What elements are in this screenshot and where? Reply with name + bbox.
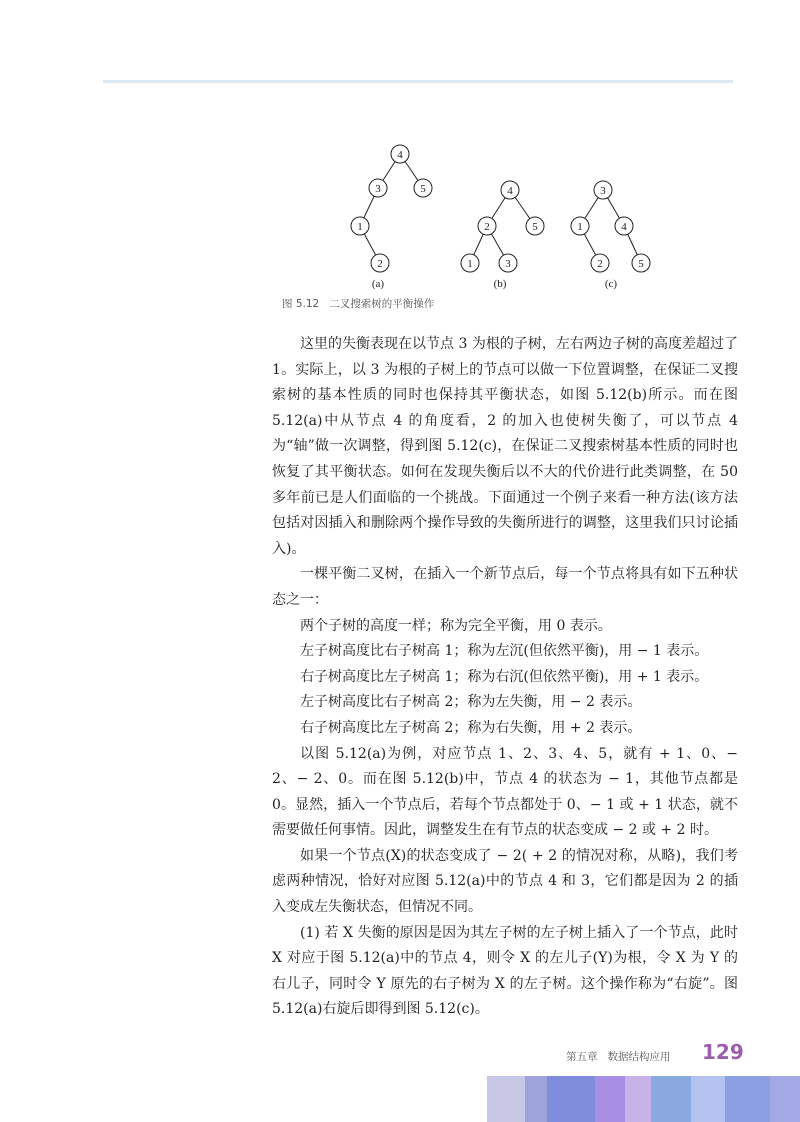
tree-a-node bbox=[391, 145, 409, 163]
color-stripe bbox=[625, 1076, 651, 1122]
figure-5-12 bbox=[330, 140, 670, 290]
tree-a-node bbox=[351, 217, 369, 235]
tree-diagrams bbox=[330, 140, 670, 290]
tree-c-node bbox=[571, 217, 589, 235]
color-stripe bbox=[691, 1076, 725, 1122]
svg-text:5: 5 bbox=[420, 183, 426, 195]
svg-text:1: 1 bbox=[577, 221, 583, 233]
tree-b bbox=[461, 181, 544, 290]
svg-text:1: 1 bbox=[467, 258, 473, 270]
tree-c-node bbox=[615, 217, 633, 235]
tree-c-node bbox=[591, 254, 609, 272]
tree-b-node bbox=[478, 217, 496, 235]
decorative-color-bar bbox=[487, 1076, 800, 1122]
paragraph: 两个子树的高度一样；称为完全平衡，用 0 表示。 bbox=[300, 617, 612, 634]
svg-text:1: 1 bbox=[357, 221, 363, 233]
svg-text:4: 4 bbox=[507, 185, 513, 197]
svg-text:2: 2 bbox=[484, 221, 490, 233]
tree-c bbox=[571, 181, 650, 290]
tree-a-node bbox=[369, 179, 387, 197]
paragraph: 左子树高度比右子树高 1；称为左沉(但依然平衡)，用 − 1 表示。 bbox=[300, 643, 709, 660]
tree-a bbox=[351, 145, 432, 290]
svg-text:3: 3 bbox=[505, 258, 511, 270]
paragraph: (1) 若 X 失衡的原因是因为其左子树的左子树上插入了一个节点，此时 X 对应于图 5.12(a)中的节点 4，则令 X 的左儿子(Y)为根，令 X 为 Y 的右儿子，同时令 Y 原先的右子树为 X 的左子树。这个操作称为“右旋”。图 5.12(a)右旋后即得到图 5.12(c)。 bbox=[272, 924, 738, 1018]
page-number: 129 bbox=[702, 1040, 744, 1064]
color-stripe bbox=[725, 1076, 770, 1122]
footer-chapter-title: 第五章 数据结构应用 bbox=[566, 1051, 671, 1063]
paragraph: 左子树高度比右子树高 2；称为左失衡，用 − 2 表示。 bbox=[300, 694, 642, 711]
figure-caption: 图 5.12 二叉搜索树的平衡操作 bbox=[282, 298, 435, 310]
svg-text:2: 2 bbox=[377, 258, 383, 270]
tree-c-label: (c) bbox=[604, 278, 618, 290]
color-stripe bbox=[595, 1076, 625, 1122]
tree-c-node bbox=[632, 254, 650, 272]
tree-a-node bbox=[371, 254, 389, 272]
tree-a-node bbox=[414, 179, 432, 197]
paragraph: 如果一个节点(X)的状态变成了 − 2( + 2 的情况对称，从略)，我们考虑两种情况，恰好对应图 5.12(a)中的节点 4 和 3，它们都是因为 2 的插入变成左失衡状态，但情况不同。 bbox=[272, 847, 738, 916]
tree-b-node bbox=[499, 254, 517, 272]
paragraph: 右子树高度比左子树高 1；称为右沉(但依然平衡)，用 + 1 表示。 bbox=[300, 668, 709, 685]
svg-text:4: 4 bbox=[621, 221, 627, 233]
svg-text:2: 2 bbox=[597, 258, 603, 270]
body-text bbox=[272, 332, 738, 1023]
paragraph: 右子树高度比左子树高 2；称为右失衡，用 + 2 表示。 bbox=[300, 719, 642, 736]
svg-text:5: 5 bbox=[638, 258, 644, 270]
tree-b-node bbox=[461, 254, 479, 272]
tree-b-label: (b) bbox=[493, 278, 507, 290]
svg-text:4: 4 bbox=[397, 149, 403, 161]
color-stripe bbox=[770, 1076, 800, 1122]
paragraph: 一棵平衡二叉树，在插入一个新节点后，每一个节点将具有如下五种状态之一： bbox=[272, 566, 738, 608]
tree-a-label: (a) bbox=[371, 278, 385, 290]
color-stripe bbox=[547, 1076, 595, 1122]
tree-b-node bbox=[501, 181, 519, 199]
tree-b-node bbox=[526, 217, 544, 235]
color-stripe bbox=[651, 1076, 691, 1122]
svg-text:3: 3 bbox=[375, 183, 381, 195]
color-stripe bbox=[487, 1076, 525, 1122]
paragraph: 以图 5.12(a)为例，对应节点 1、2、3、4、5，就有 + 1、0、− 2、− 2、0。而在图 5.12(b)中，节点 4 的状态为 − 1，其他节点都是 0。显然，插入一个节点后，若每个节点都处于 0、− 1 或 + 1 状态，就不需要做任何事情。因此，调整发生在有节点的状态变成 − 2 或 + 2 时。 bbox=[272, 745, 738, 839]
paragraph: 这里的失衡表现在以节点 3 为根的子树，左右两边子树的高度差超过了 1。实际上，以 3 为根的子树上的节点可以做一下位置调整，在保证二叉搜索树的基本性质的同时也保持其平衡状态，如图 5.12(b)所示。而在图 5.12(a)中从节点 4 的角度看，2 的加入也使树失衡了，可以节点 4 为“轴”做一次调整，得到图 5.12(c)，在保证二叉搜索树基本性质的同时也恢复了其平衡状态。如何在发现失衡后以不大的代价进行此类调整，在 50 多年前已是人们面临的一个挑战。下面通过一个例子来看一种方法(该方法包括对因插入和删除两个操作导致的失衡所进行的调整，这里我们只讨论插入)。 bbox=[272, 336, 738, 557]
color-stripe bbox=[525, 1076, 547, 1122]
header-rule bbox=[103, 80, 733, 83]
tree-c-node bbox=[594, 181, 612, 199]
svg-text:3: 3 bbox=[600, 185, 606, 197]
svg-text:5: 5 bbox=[532, 221, 538, 233]
